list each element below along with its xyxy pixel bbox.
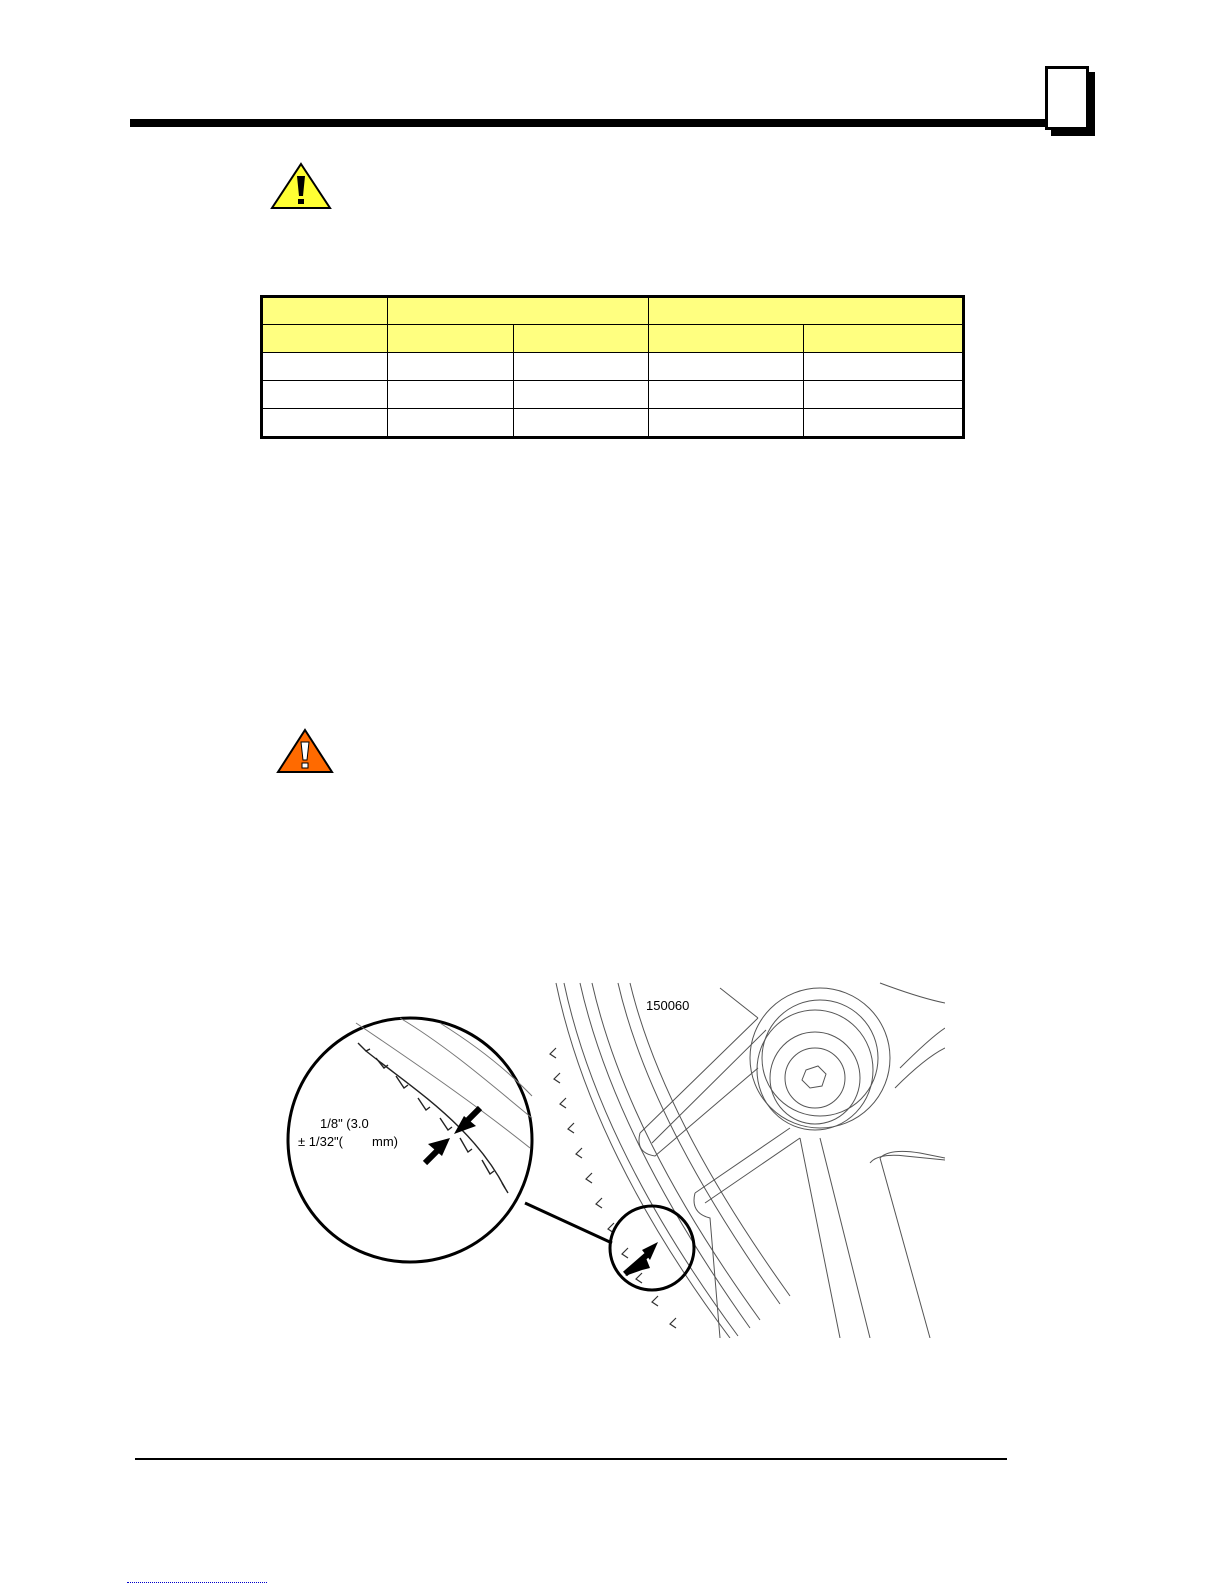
caution-exclamation-icon (270, 162, 332, 210)
arrow-icon (625, 1242, 658, 1276)
table-header-cell (262, 297, 388, 325)
table-header-cell (514, 325, 649, 353)
spec-table (260, 295, 965, 439)
sprocket-drawing (280, 978, 945, 1338)
table-row (262, 353, 964, 381)
table-cell (649, 409, 804, 438)
table-header-row (262, 297, 964, 325)
figure-id-label: 150060 (646, 998, 690, 1013)
footer-rule (135, 1458, 1007, 1460)
table-cell (388, 353, 514, 381)
dimension-line1: 1/8" (3.0 (320, 1116, 369, 1131)
table-header-cell (262, 325, 388, 353)
footer-link-underline[interactable] (127, 1582, 267, 1584)
warning-exclamation-icon (276, 728, 334, 774)
table-cell (804, 381, 964, 409)
chapter-tab (1045, 66, 1089, 130)
table-header-cell (388, 297, 649, 325)
table-cell (262, 381, 388, 409)
table-subheader-row (262, 325, 964, 353)
table-header-cell (649, 325, 804, 353)
table-cell (649, 353, 804, 381)
sprocket-wear-figure (280, 978, 945, 1338)
table-cell (514, 381, 649, 409)
table-cell (262, 353, 388, 381)
dimension-unit: mm) (372, 1134, 398, 1149)
dimension-line2: ± 1/32"( (298, 1134, 343, 1149)
table-cell (514, 409, 649, 438)
table-cell (388, 381, 514, 409)
table-cell (804, 353, 964, 381)
table-header-cell (388, 325, 514, 353)
table-cell (262, 409, 388, 438)
table-cell (649, 381, 804, 409)
table-row (262, 381, 964, 409)
table-cell (804, 409, 964, 438)
header-rule (130, 119, 1046, 127)
table-cell (388, 409, 514, 438)
table-header-cell (649, 297, 964, 325)
table-header-cell (804, 325, 964, 353)
table-cell (514, 353, 649, 381)
table-row (262, 409, 964, 438)
